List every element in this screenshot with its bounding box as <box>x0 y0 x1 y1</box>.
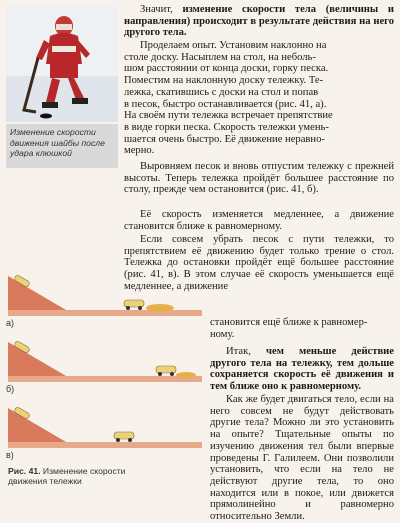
paragraph-5-line: ному. <box>210 328 235 340</box>
paragraph-4: Её скорость изменяется медленнее, а движение становится ближе к равномерному. <box>124 209 394 232</box>
hockey-player-illustration <box>6 6 118 122</box>
paragraph-1-text: Значит, <box>140 4 183 15</box>
paragraph-2-line: Проделаем опыт. Установим наклонно на <box>140 40 327 51</box>
paragraph-2-line: шается очень быстро. Её движение неравно- <box>124 133 325 145</box>
paragraph-6-text: Итак, <box>226 346 267 357</box>
paragraph-2-line: столе доску. Насыплем на стол, на неболь- <box>124 51 316 63</box>
paragraph-7: Как же будет двигаться тело, если на него совсем не будут действовать другие тела? Можно ли это установить на опыте? Тщательные опыты по изучению движения тел были впервые проведены Г. Галилеем. Они позволили установить, что если на тело не действуют другие тела, то оно находится или в покое, или движется прямолинейно и равномерно относительно Земли. <box>210 394 394 523</box>
figure-caption-text: Изменение скорости движения тележки <box>8 466 126 486</box>
paragraph-2-line: мерно. <box>124 145 155 157</box>
figure-label-c: в) <box>6 450 14 460</box>
photo-caption: Изменение скорости движения шайбы после удара клюшкой <box>6 124 118 168</box>
cart <box>156 366 176 376</box>
figure-caption <box>8 466 126 486</box>
paragraph-6-bold: чем меньше действие другого тела на тележку, тем дольше сохраняется скорость её движения и тем ближе оно к равномерному. <box>210 346 394 393</box>
paragraph-1-bold: изменение скорости тела (величины и направления) происходит в результате действия на него другого тела. <box>124 4 394 39</box>
figure-label-b: б) <box>6 384 15 394</box>
paragraph-2-line: Поместим на наклонную доску тележку. Те- <box>124 75 324 87</box>
paragraph-2-line: в виде горки песка. Скорость тележки умень- <box>124 121 329 133</box>
paragraph-3: Выровняем песок и вновь отпустим тележку с прежней высоты. Теперь тележка пройдёт большее расстояние по столу, прежде чем остановится (рис. 41, б). <box>124 161 394 196</box>
paragraph-6 <box>210 346 394 393</box>
paragraph-2-line: в песок, быстро останавливается (рис. 41, а). <box>124 98 327 110</box>
sand-layer <box>176 372 196 378</box>
hockey-photo <box>6 6 118 122</box>
paragraph-2-line: лежка, скатившись с доски на стол и попав <box>124 86 319 98</box>
sand-pile <box>146 304 174 312</box>
paragraph-1 <box>124 4 394 39</box>
slope-a <box>8 274 202 316</box>
paragraph-2-line: На своём пути тележка встречает препятствие <box>124 110 333 122</box>
paragraph-5-continued <box>210 317 394 340</box>
slope-c <box>8 406 202 448</box>
figure-label-a: а) <box>6 318 15 328</box>
paragraph-2 <box>124 40 394 157</box>
figure-caption-number: Рис. 41. <box>8 466 41 476</box>
paragraph-5: Если совсем убрать песок с пути тележки, то препятствием её движению будет только трение о стол. Тележка до остановки пройдёт ещё большее расстояние (рис. 41, в). В этом случае её скорость уменьшается ещё медленнее, а движение <box>124 234 394 292</box>
slope-b <box>8 340 202 382</box>
paragraph-2-line: шом расстоянии от конца доски, горку песка. <box>124 63 329 75</box>
paragraph-5-line: становится ещё ближе к равномер- <box>210 317 368 328</box>
cart <box>124 300 144 310</box>
cart <box>114 432 134 442</box>
figure-41 <box>6 262 206 462</box>
